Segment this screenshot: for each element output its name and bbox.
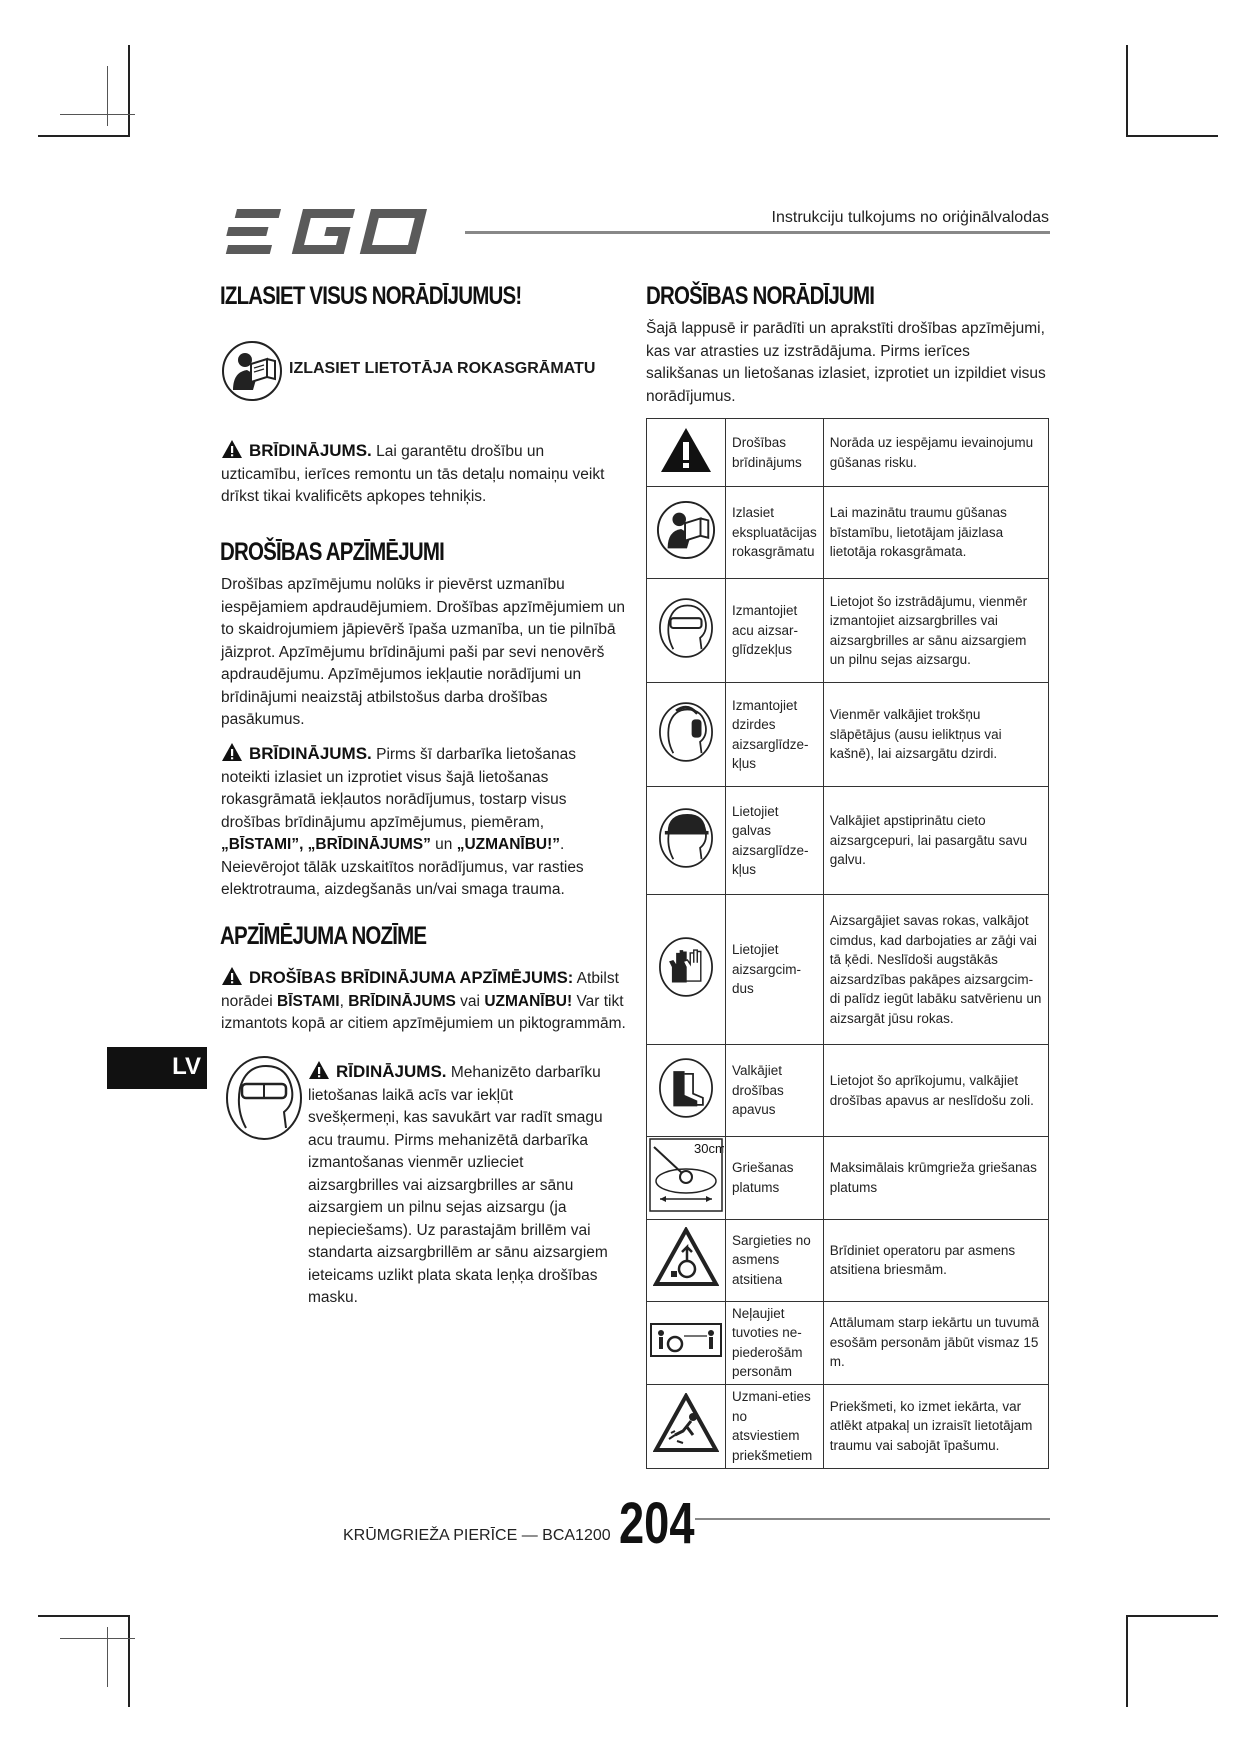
crop-mark bbox=[128, 45, 130, 137]
read-manual-label: IZLASIET LIETOTĀJA ROKASGRĀMATU bbox=[289, 360, 596, 377]
meaning-paragraph bbox=[221, 966, 631, 1036]
svg-text:30cm: 30cm bbox=[694, 1141, 724, 1156]
symbol-description: Lai mazinātu traumu gūšanas bīstamību, lietotājam jāizlasa lietotāja rokasgrāmata. bbox=[823, 487, 1048, 579]
symbol-name: Izlasiet ekspluatācijas rokasgrāmatu bbox=[726, 487, 824, 579]
symbol-name: Sargieties no asmens atsitiena bbox=[726, 1219, 824, 1301]
signal-words: „BĪSTAMI”, „BRĪDINĀJUMS” bbox=[221, 836, 431, 853]
crop-mark bbox=[1126, 45, 1128, 137]
symbol-name: Lietojiet galvas aizsarglīdze-kļus bbox=[726, 787, 824, 895]
symbol-description: Lietojot šo izstrādājumu, vienmēr izmantojiet aizsargbrilles vai aizsargbrilles ar sānu aizsargiem un pilnu sejas aizsargu. bbox=[823, 579, 1048, 683]
safety-symbols-table bbox=[646, 418, 1049, 1469]
warning-triangle-icon bbox=[221, 742, 243, 762]
cutting-width-icon bbox=[647, 1137, 726, 1220]
warning-label: BRĪDINĀJUMS. bbox=[249, 744, 372, 763]
gloves-icon bbox=[647, 895, 726, 1045]
symbol-name: Izmantojiet acu aizsar-glīdzekļus bbox=[726, 579, 824, 683]
footer-product: KRŪMGRIEŽA PIERĪCE — BCA1200 bbox=[343, 1527, 611, 1544]
meaning-text: Atbilst norādei bbox=[221, 970, 619, 1010]
symbol-name: Uzmani-eties no atsviestiem priekšmetiem bbox=[726, 1384, 824, 1468]
heading-read-all: IZLASIET VISUS NORĀDĪJUMUS! bbox=[220, 282, 522, 310]
read-manual-icon bbox=[221, 340, 283, 402]
symbol-name: Griešanas platums bbox=[726, 1137, 824, 1220]
thrown-objects-icon bbox=[647, 1384, 726, 1468]
signal-word: BĪSTAMI bbox=[277, 992, 340, 1010]
symbol-description: Norāda uz iespējamu ievainojumu gūšanas risku. bbox=[823, 419, 1048, 487]
warning-triangle-icon bbox=[221, 966, 243, 986]
intro-paragraph: Šajā lappusē ir parādīti un aprakstīti drošības apzīmējumi, kas var atrasties uz izstrādājuma. Pirms ierīces salikšanas un lietošanas izlasiet, izprotiet un izpildiet visus norādījumus. bbox=[646, 320, 1046, 405]
meaning-label: DROŠĪBAS BRĪDINĀJUMA APZĪMĒJUMS: bbox=[249, 969, 574, 987]
kickback-icon bbox=[647, 1219, 726, 1301]
ear-protection-icon bbox=[647, 683, 726, 787]
warning-paragraph-1 bbox=[221, 439, 611, 509]
warning-text: Mehanizēto darbarīku lietošanas laikā acīs var iekļūt svešķermeņi, kas savukārt var radīt smagu acu traumu. Pirms mehanizētā darbarīka izmantošanas vienmēr uzlieciet aizsargbrilles vai aizsargbrilles ar sānu aizsargiem un pilnu sejas aizsargu (ja nepieciešams). Uz parastajām brillēm vai standarta aizsargbrillēm ar sānu aizsargiem ieteicams uzlikt plata skata leņķa drošības masku. bbox=[308, 1064, 608, 1306]
table-row bbox=[647, 487, 1049, 579]
symbol-name: Drošības brīdinājums bbox=[726, 419, 824, 487]
crop-mark bbox=[38, 135, 130, 137]
table-row bbox=[647, 1301, 1049, 1384]
warning-paragraph-3 bbox=[308, 1060, 608, 1310]
warning-text: Lai garantētu drošību un uzticamību, ierīces remontu un tās detaļu nomaiņu veikt drīkst tikai kvalificēts apkopes tehniķis. bbox=[221, 443, 605, 505]
conjunction-text: un bbox=[430, 836, 457, 853]
symbol-name: Lietojiet aizsargcim-dus bbox=[726, 895, 824, 1045]
crop-mark bbox=[60, 1638, 135, 1639]
crop-mark bbox=[1126, 1615, 1128, 1707]
symbol-description: Valkājiet apstiprinātu cieto aizsargcepuri, lai pasargātu savu galvu. bbox=[823, 787, 1048, 895]
warning-paragraph-2 bbox=[221, 742, 591, 902]
language-tab-label: LV bbox=[172, 1053, 201, 1080]
meaning-text-continued: Var tikt izmantots kopā ar citiem apzīmējumiem un piktogrammām. bbox=[221, 992, 626, 1032]
symbol-description: Aizsargājiet savas rokas, valkājot cimdus, kad darbojaties ar zāģi vai tā ķēdi. Neslīdoši augstākās aizsardzības pakāpes aizsargcim-di palīdz iegūt labāku satvērienu un aizsargāt jūsu rokas. bbox=[823, 895, 1048, 1045]
table-row bbox=[647, 787, 1049, 895]
warning-text-continued: . Neievērojot tālāk uzskaitītos norādījumus, var rasties elektrotrauma, aizdegšanās un/vai smaga trauma. bbox=[221, 836, 584, 898]
signal-word: BRĪDINĀJUMS bbox=[348, 992, 456, 1010]
ego-logo bbox=[222, 205, 444, 259]
symbol-description: Lietojot šo aprīkojumu, valkājiet drošības apavus ar neslīdošu zoli. bbox=[823, 1045, 1048, 1137]
heading-safety-symbols: DROŠĪBAS APZĪMĒJUMI bbox=[220, 538, 444, 566]
read-manual-icon bbox=[647, 487, 726, 579]
footer-rule bbox=[695, 1518, 1050, 1520]
symbol-name: Izmantojiet dzirdes aizsarglīdze-kļus bbox=[726, 683, 824, 787]
page-number: 204 bbox=[619, 1491, 695, 1556]
heading-safety-instructions: DROŠĪBAS NORĀDĪJUMI bbox=[646, 282, 875, 310]
symbol-name: Valkājiet drošības apavus bbox=[726, 1045, 824, 1137]
warning-label: BRĪDINĀJUMS. bbox=[249, 441, 372, 460]
crop-mark bbox=[107, 66, 108, 126]
symbol-description: Attālumam starp iekārtu un tuvumā esošām personām jābūt vismaz 15 m. bbox=[823, 1301, 1048, 1384]
signal-word-caution: „UZMANĪBU!” bbox=[456, 836, 561, 853]
table-row bbox=[647, 683, 1049, 787]
header-subtitle: Instrukciju tulkojums no oriģinālvalodas bbox=[771, 209, 1049, 226]
table-row bbox=[647, 1219, 1049, 1301]
crop-mark bbox=[60, 114, 135, 115]
table-row bbox=[647, 1137, 1049, 1220]
safety-glasses-icon bbox=[647, 579, 726, 683]
header-rule bbox=[465, 231, 1050, 234]
symbol-description: Vienmēr valkājiet trokšņu slāpētājus (ausu ieliktņus vai kašnē), lai aizsargātu dzirdi. bbox=[823, 683, 1048, 787]
symbol-name: Neļaujiet tuvoties ne-piederošām personām bbox=[726, 1301, 824, 1384]
warning-text: Pirms šī darbarīka lietošanas noteikti izlasiet un izprotiet visus šajā lietošanas rokasgrāmatā iekļautos norādījumus, tostarp visus drošības brīdinājumu apzīmējumus, piemēram, bbox=[221, 746, 576, 831]
boots-icon bbox=[647, 1045, 726, 1137]
conjunction-text: vai bbox=[455, 992, 485, 1010]
table-row bbox=[647, 1045, 1049, 1137]
table-row bbox=[647, 419, 1049, 487]
helmet-icon bbox=[647, 787, 726, 895]
crop-mark bbox=[38, 1615, 130, 1617]
warning-triangle-icon bbox=[647, 419, 726, 487]
language-tab bbox=[107, 1047, 207, 1089]
safety-glasses-icon bbox=[224, 1054, 304, 1142]
crop-mark bbox=[1126, 135, 1218, 137]
crop-mark bbox=[128, 1615, 130, 1707]
symbols-paragraph: Drošības apzīmējumu nolūks ir pievērst uzmanību iespējamiem apdraudējumiem. Drošības apzīmējumiem un to skaidrojumiem jāpievērš īpaša uzmanība, un tie pilnībā jāizprot. Apzīmējumu brīdinājumi paši par sevi nenovērš apdraudējumu. Apzīmējumos iekļautie norādījumi un brīdinājumi neaizstāj atbilstošus darba drošības pasākumus. bbox=[221, 576, 626, 728]
heading-symbol-meaning: APZĪMĒJUMA NOZĪME bbox=[220, 922, 427, 950]
warning-triangle-icon bbox=[221, 439, 243, 459]
symbol-description: Brīdiniet operatoru par asmens atsitiena briesmām. bbox=[823, 1219, 1048, 1301]
crop-mark bbox=[1126, 1615, 1218, 1617]
warning-triangle-icon bbox=[308, 1060, 330, 1080]
signal-word: UZMANĪBU! bbox=[484, 992, 573, 1010]
symbol-description: Maksimālais krūmgrieža griešanas platums bbox=[823, 1137, 1048, 1220]
table-row bbox=[647, 1384, 1049, 1468]
bystander-distance-icon bbox=[647, 1301, 726, 1384]
table-row bbox=[647, 579, 1049, 683]
crop-mark bbox=[107, 1627, 108, 1687]
separator: , bbox=[339, 992, 349, 1010]
warning-label: RĪDINĀJUMS. bbox=[336, 1062, 447, 1081]
symbol-description: Priekšmeti, ko izmet iekārta, var atlēkt atpakaļ un izraisīt lietotājam traumu vai sabojāt īpašumu. bbox=[823, 1384, 1048, 1468]
table-row bbox=[647, 895, 1049, 1045]
